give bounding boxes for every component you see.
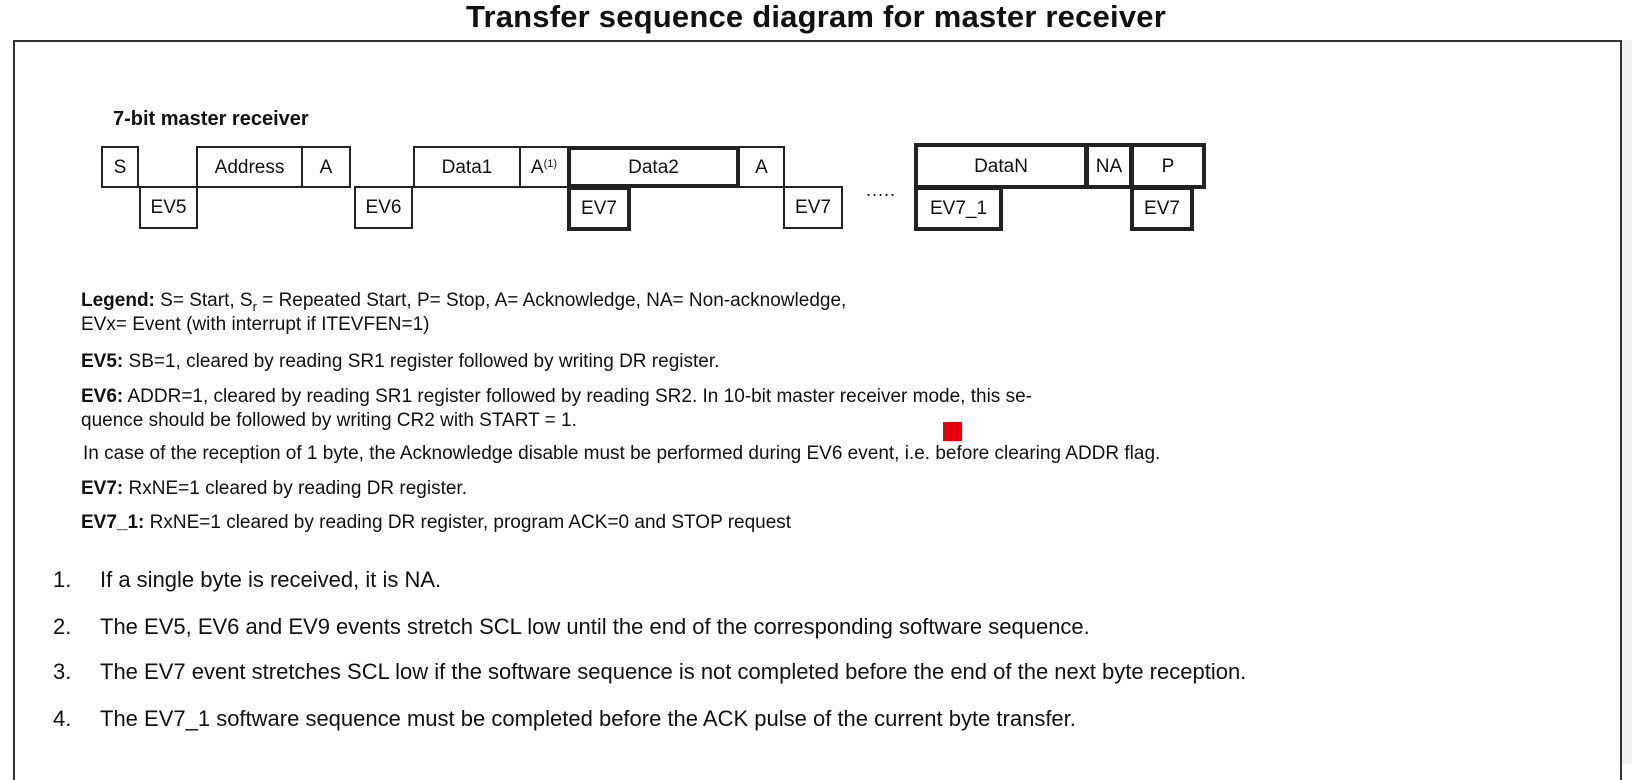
legend-ev6: EV6: ADDR=1, cleared by reading SR1 register followed by reading SR2. In 10-bit master receiver mode, this se- <box>81 386 1032 407</box>
seq-box-data1: Data1 <box>413 146 521 188</box>
sequence-ellipsis: ..... <box>866 180 897 200</box>
event-box-ev7: EV7 <box>567 186 631 231</box>
seq-box-ack: A <box>301 146 351 188</box>
legend-ev5: EV5: SB=1, cleared by reading SR1 register followed by writing DR register. <box>81 351 720 372</box>
note-item: 4. The EV7_1 software sequence must be completed before the ACK pulse of the current byte transfer. <box>53 706 1076 731</box>
seq-box-stop: P <box>1130 143 1206 189</box>
note-item: 3. The EV7 event stretches SCL low if the software sequence is not completed before the end of the next byte reception. <box>53 659 1247 684</box>
legend-line-2: EVx= Event (with interrupt if ITEVFEN=1) <box>81 314 430 335</box>
seq-box-ack-2: A <box>738 146 785 188</box>
event-box-ev7-2: EV7 <box>783 186 843 229</box>
event-box-ev7-3: EV7 <box>1130 186 1194 231</box>
seq-box-nack: NA <box>1085 143 1133 189</box>
legend-ev6-note: In case of the reception of 1 byte, the Acknowledge disable must be performed during EV6 event, i.e. before clearing ADDR flag. <box>83 443 1161 464</box>
legend-ev7: EV7: RxNE=1 cleared by reading DR register. <box>81 478 467 499</box>
red-marker <box>943 422 962 441</box>
note-item: 2. The EV5, EV6 and EV9 events stretch SCL low until the end of the corresponding software sequence. <box>53 614 1090 639</box>
seq-box-start: S <box>101 146 139 188</box>
event-box-ev5: EV5 <box>139 186 198 229</box>
seq-box-address: Address <box>196 146 303 188</box>
frame-edge <box>1622 40 1632 764</box>
seq-box-datan: DataN <box>914 143 1088 189</box>
legend-line-1: Legend: S= Start, $S_r$ = Repeated Start, P= Stop, A= Acknowledge, NA= Non-acknowledge, <box>81 290 847 314</box>
legend-ev6-cont: quence should be followed by writing CR2 with START = 1. <box>81 410 577 431</box>
page-title: Transfer sequence diagram for master receiver <box>466 0 1166 34</box>
seq-box-ack-1: A $^{(1)}$ <box>519 146 569 188</box>
diagram-title: 7-bit master receiver <box>113 108 309 130</box>
note-item: 1. If a single byte is received, it is NA. <box>53 567 442 592</box>
legend-ev7-1: EV7_1: RxNE=1 cleared by reading DR register, program ACK=0 and STOP request <box>81 512 792 533</box>
event-box-ev6: EV6 <box>354 186 413 229</box>
event-box-ev7-1: EV7_1 <box>914 186 1003 231</box>
seq-box-data2: Data2 <box>567 146 740 188</box>
